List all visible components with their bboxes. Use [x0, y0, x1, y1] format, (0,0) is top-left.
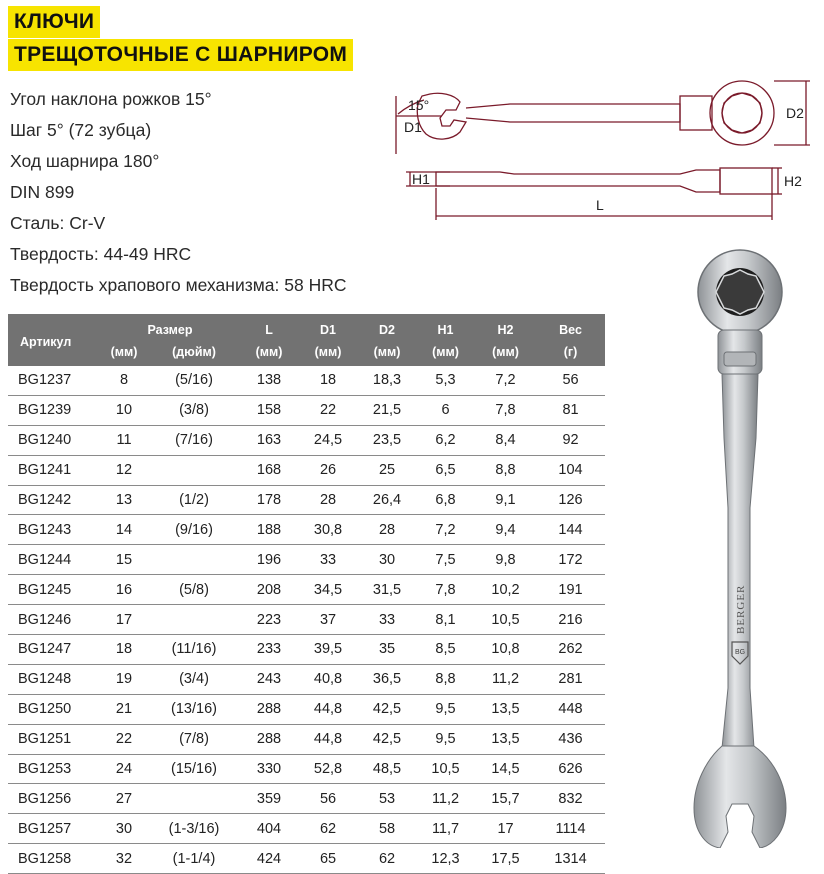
cell-size-mm: 14	[100, 515, 148, 545]
cell-length: 233	[240, 635, 298, 665]
cell-weight: 436	[536, 724, 605, 754]
handle	[722, 374, 758, 748]
cell-size-inch	[148, 455, 240, 485]
cell-length: 330	[240, 754, 298, 784]
cell-length: 168	[240, 455, 298, 485]
side-view-outline	[436, 170, 720, 192]
h1-label: H1	[412, 171, 430, 187]
cell-h2: 8,4	[475, 425, 536, 455]
cell-length: 243	[240, 664, 298, 694]
cell-article: BG1248	[8, 664, 100, 694]
cell-d2: 35	[358, 635, 416, 665]
cell-h2: 9,8	[475, 545, 536, 575]
cell-h1: 7,5	[416, 545, 475, 575]
cell-d2: 31,5	[358, 575, 416, 605]
cell-size-inch: (15/16)	[148, 754, 240, 784]
unit-inch: (дюйм)	[148, 342, 240, 366]
spec-list	[10, 84, 346, 301]
cell-weight: 216	[536, 605, 605, 635]
cell-article: BG1241	[8, 455, 100, 485]
cell-size-inch: (1-1/4)	[148, 844, 240, 874]
brand-name: BERGER	[735, 584, 747, 634]
cell-h2: 10,8	[475, 635, 536, 665]
cell-size-inch	[148, 545, 240, 575]
table-row	[8, 575, 605, 605]
cell-h2: 9,4	[475, 515, 536, 545]
spec-item: Сталь: Cr-V	[10, 213, 106, 233]
cell-length: 424	[240, 844, 298, 874]
cell-d1: 24,5	[298, 425, 358, 455]
cell-d1: 39,5	[298, 635, 358, 665]
table-row	[8, 455, 605, 485]
cell-size-mm: 27	[100, 784, 148, 814]
table-row	[8, 784, 605, 814]
table-header-row	[8, 314, 605, 342]
cell-d2: 18,3	[358, 366, 416, 395]
d2-label: D2	[786, 105, 804, 121]
cell-article: BG1246	[8, 605, 100, 635]
cell-d1: 44,8	[298, 724, 358, 754]
cell-h1: 6,5	[416, 455, 475, 485]
ring-outline	[710, 81, 774, 145]
cell-article: BG1245	[8, 575, 100, 605]
cell-d1: 40,8	[298, 664, 358, 694]
cell-size-mm: 11	[100, 425, 148, 455]
cell-size-inch: (11/16)	[148, 635, 240, 665]
table-row	[8, 754, 605, 784]
cell-length: 288	[240, 694, 298, 724]
cell-size-inch: (5/16)	[148, 366, 240, 395]
product-table	[8, 314, 605, 874]
cell-article: BG1242	[8, 485, 100, 515]
cell-length: 196	[240, 545, 298, 575]
table-row	[8, 545, 605, 575]
spec-item: Ход шарнира 180°	[10, 151, 160, 171]
table-row	[8, 605, 605, 635]
cell-d2: 26,4	[358, 485, 416, 515]
cell-size-mm: 16	[100, 575, 148, 605]
cell-d2: 42,5	[358, 694, 416, 724]
cell-article: BG1258	[8, 844, 100, 874]
cell-size-mm: 22	[100, 724, 148, 754]
side-ring-outline	[720, 168, 772, 194]
open-end	[694, 746, 786, 848]
cell-d1: 30,8	[298, 515, 358, 545]
table-row	[8, 694, 605, 724]
cell-article: BG1239	[8, 395, 100, 425]
cell-d1: 37	[298, 605, 358, 635]
cell-article: BG1251	[8, 724, 100, 754]
cell-h1: 8,5	[416, 635, 475, 665]
cell-size-mm: 15	[100, 545, 148, 575]
technical-drawing	[390, 74, 820, 234]
cell-size-inch: (7/16)	[148, 425, 240, 455]
angle-label: 15°	[408, 97, 430, 113]
cell-length: 288	[240, 724, 298, 754]
col-header-d2: D2	[358, 314, 416, 342]
h2-label: H2	[784, 173, 802, 189]
cell-article: BG1250	[8, 694, 100, 724]
cell-d2: 42,5	[358, 724, 416, 754]
spec-item: Твердость: 44-49 HRC	[10, 244, 192, 264]
cell-size-mm: 19	[100, 664, 148, 694]
cell-h2: 9,1	[475, 485, 536, 515]
cell-h2: 14,5	[475, 754, 536, 784]
table-body	[8, 366, 605, 874]
cell-size-mm: 30	[100, 814, 148, 844]
cell-h1: 5,3	[416, 366, 475, 395]
cell-d1: 56	[298, 784, 358, 814]
cell-d2: 28	[358, 515, 416, 545]
unit-h1: (мм)	[416, 342, 475, 366]
cell-d2: 62	[358, 844, 416, 874]
cell-weight: 281	[536, 664, 605, 694]
unit-l: (мм)	[240, 342, 298, 366]
cell-weight: 104	[536, 455, 605, 485]
cell-weight: 81	[536, 395, 605, 425]
cell-weight: 144	[536, 515, 605, 545]
brand-logo-text: BG	[734, 649, 746, 656]
spec-item: Угол наклона рожков 15°	[10, 89, 212, 109]
cell-article: BG1247	[8, 635, 100, 665]
cell-length: 158	[240, 395, 298, 425]
cell-article: BG1243	[8, 515, 100, 545]
cell-weight: 448	[536, 694, 605, 724]
cell-size-mm: 8	[100, 366, 148, 395]
unit-weight: (г)	[536, 342, 605, 366]
cell-d2: 36,5	[358, 664, 416, 694]
cell-d2: 23,5	[358, 425, 416, 455]
col-header-h2: H2	[475, 314, 536, 342]
unit-d1: (мм)	[298, 342, 358, 366]
cell-h2: 15,7	[475, 784, 536, 814]
cell-d2: 58	[358, 814, 416, 844]
table-row	[8, 366, 605, 395]
cell-h1: 7,2	[416, 515, 475, 545]
cell-h2: 10,2	[475, 575, 536, 605]
cell-h2: 7,8	[475, 395, 536, 425]
cell-d2: 30	[358, 545, 416, 575]
cell-size-mm: 18	[100, 635, 148, 665]
cell-h2: 7,2	[475, 366, 536, 395]
cell-d1: 65	[298, 844, 358, 874]
d1-label: D1	[404, 119, 422, 135]
cell-weight: 126	[536, 485, 605, 515]
cell-article: BG1240	[8, 425, 100, 455]
cell-d2: 33	[358, 605, 416, 635]
cell-size-inch: (3/4)	[148, 664, 240, 694]
unit-mm: (мм)	[100, 342, 148, 366]
cell-weight: 626	[536, 754, 605, 784]
ring-teeth	[722, 93, 762, 133]
cell-d2: 53	[358, 784, 416, 814]
table-row	[8, 395, 605, 425]
cell-d1: 34,5	[298, 575, 358, 605]
col-header-l: L	[240, 314, 298, 342]
page-title	[8, 6, 353, 71]
cell-h1: 6,8	[416, 485, 475, 515]
cell-h1: 9,5	[416, 694, 475, 724]
cell-weight: 92	[536, 425, 605, 455]
cell-h1: 6,2	[416, 425, 475, 455]
table-row	[8, 485, 605, 515]
table-row	[8, 515, 605, 545]
cell-article: BG1244	[8, 545, 100, 575]
cell-length: 223	[240, 605, 298, 635]
cell-size-inch: (7/8)	[148, 724, 240, 754]
cell-article: BG1237	[8, 366, 100, 395]
title-line-2: ТРЕЩОТОЧНЫЕ С ШАРНИРОМ	[8, 39, 353, 71]
cell-h1: 8,1	[416, 605, 475, 635]
cell-h1: 11,2	[416, 784, 475, 814]
cell-size-mm: 13	[100, 485, 148, 515]
cell-size-mm: 21	[100, 694, 148, 724]
cell-length: 163	[240, 425, 298, 455]
cell-size-inch	[148, 605, 240, 635]
cell-article: BG1256	[8, 784, 100, 814]
spec-item: Твердость храпового механизма: 58 HRC	[10, 275, 347, 295]
cell-length: 208	[240, 575, 298, 605]
table-row	[8, 814, 605, 844]
cell-h2: 11,2	[475, 664, 536, 694]
cell-length: 188	[240, 515, 298, 545]
col-header-weight: Вес	[536, 314, 605, 342]
table-row	[8, 425, 605, 455]
cell-d1: 52,8	[298, 754, 358, 784]
cell-weight: 191	[536, 575, 605, 605]
ring-teeth	[716, 270, 764, 314]
cell-size-inch: (1/2)	[148, 485, 240, 515]
cell-d2: 25	[358, 455, 416, 485]
cell-d1: 26	[298, 455, 358, 485]
cell-weight: 172	[536, 545, 605, 575]
table-row	[8, 724, 605, 754]
cell-length: 178	[240, 485, 298, 515]
cell-size-mm: 12	[100, 455, 148, 485]
cell-weight: 832	[536, 784, 605, 814]
cell-weight: 56	[536, 366, 605, 395]
cell-size-inch	[148, 784, 240, 814]
cell-h1: 8,8	[416, 664, 475, 694]
cell-h2: 8,8	[475, 455, 536, 485]
cell-d1: 18	[298, 366, 358, 395]
cell-article: BG1253	[8, 754, 100, 784]
cell-size-mm: 17	[100, 605, 148, 635]
cell-h1: 6	[416, 395, 475, 425]
spec-item: DIN 899	[10, 182, 75, 202]
wrench-image	[688, 248, 792, 848]
cell-size-mm: 32	[100, 844, 148, 874]
cell-article: BG1257	[8, 814, 100, 844]
cell-h1: 9,5	[416, 724, 475, 754]
cell-weight: 1114	[536, 814, 605, 844]
col-header-article: Артикул	[8, 314, 100, 366]
l-label: L	[596, 197, 604, 213]
cell-h2: 17,5	[475, 844, 536, 874]
cell-length: 404	[240, 814, 298, 844]
cell-size-inch: (3/8)	[148, 395, 240, 425]
cell-d2: 21,5	[358, 395, 416, 425]
col-header-d1: D1	[298, 314, 358, 342]
hinge-outline	[680, 96, 712, 130]
shank-outline	[466, 104, 680, 122]
table-row	[8, 635, 605, 665]
col-header-size: Размер	[100, 314, 240, 342]
cell-d1: 33	[298, 545, 358, 575]
cell-length: 138	[240, 366, 298, 395]
cell-size-inch: (13/16)	[148, 694, 240, 724]
spec-item: Шаг 5° (72 зубца)	[10, 120, 152, 140]
cell-size-inch: (1-3/16)	[148, 814, 240, 844]
table-row	[8, 844, 605, 874]
cell-length: 359	[240, 784, 298, 814]
cell-d1: 22	[298, 395, 358, 425]
title-line-1: КЛЮЧИ	[8, 6, 100, 38]
cell-h2: 10,5	[475, 605, 536, 635]
cell-h1: 10,5	[416, 754, 475, 784]
cell-h2: 13,5	[475, 694, 536, 724]
hinge-pin	[724, 352, 756, 366]
cell-h1: 11,7	[416, 814, 475, 844]
table-row	[8, 664, 605, 694]
cell-size-mm: 10	[100, 395, 148, 425]
cell-h1: 7,8	[416, 575, 475, 605]
cell-size-mm: 24	[100, 754, 148, 784]
cell-h2: 17	[475, 814, 536, 844]
cell-d1: 62	[298, 814, 358, 844]
cell-size-inch: (5/8)	[148, 575, 240, 605]
cell-weight: 1314	[536, 844, 605, 874]
cell-d1: 44,8	[298, 694, 358, 724]
col-header-h1: H1	[416, 314, 475, 342]
cell-d1: 28	[298, 485, 358, 515]
cell-weight: 262	[536, 635, 605, 665]
cell-size-inch: (9/16)	[148, 515, 240, 545]
unit-h2: (мм)	[475, 342, 536, 366]
cell-h1: 12,3	[416, 844, 475, 874]
cell-d2: 48,5	[358, 754, 416, 784]
cell-h2: 13,5	[475, 724, 536, 754]
unit-d2: (мм)	[358, 342, 416, 366]
